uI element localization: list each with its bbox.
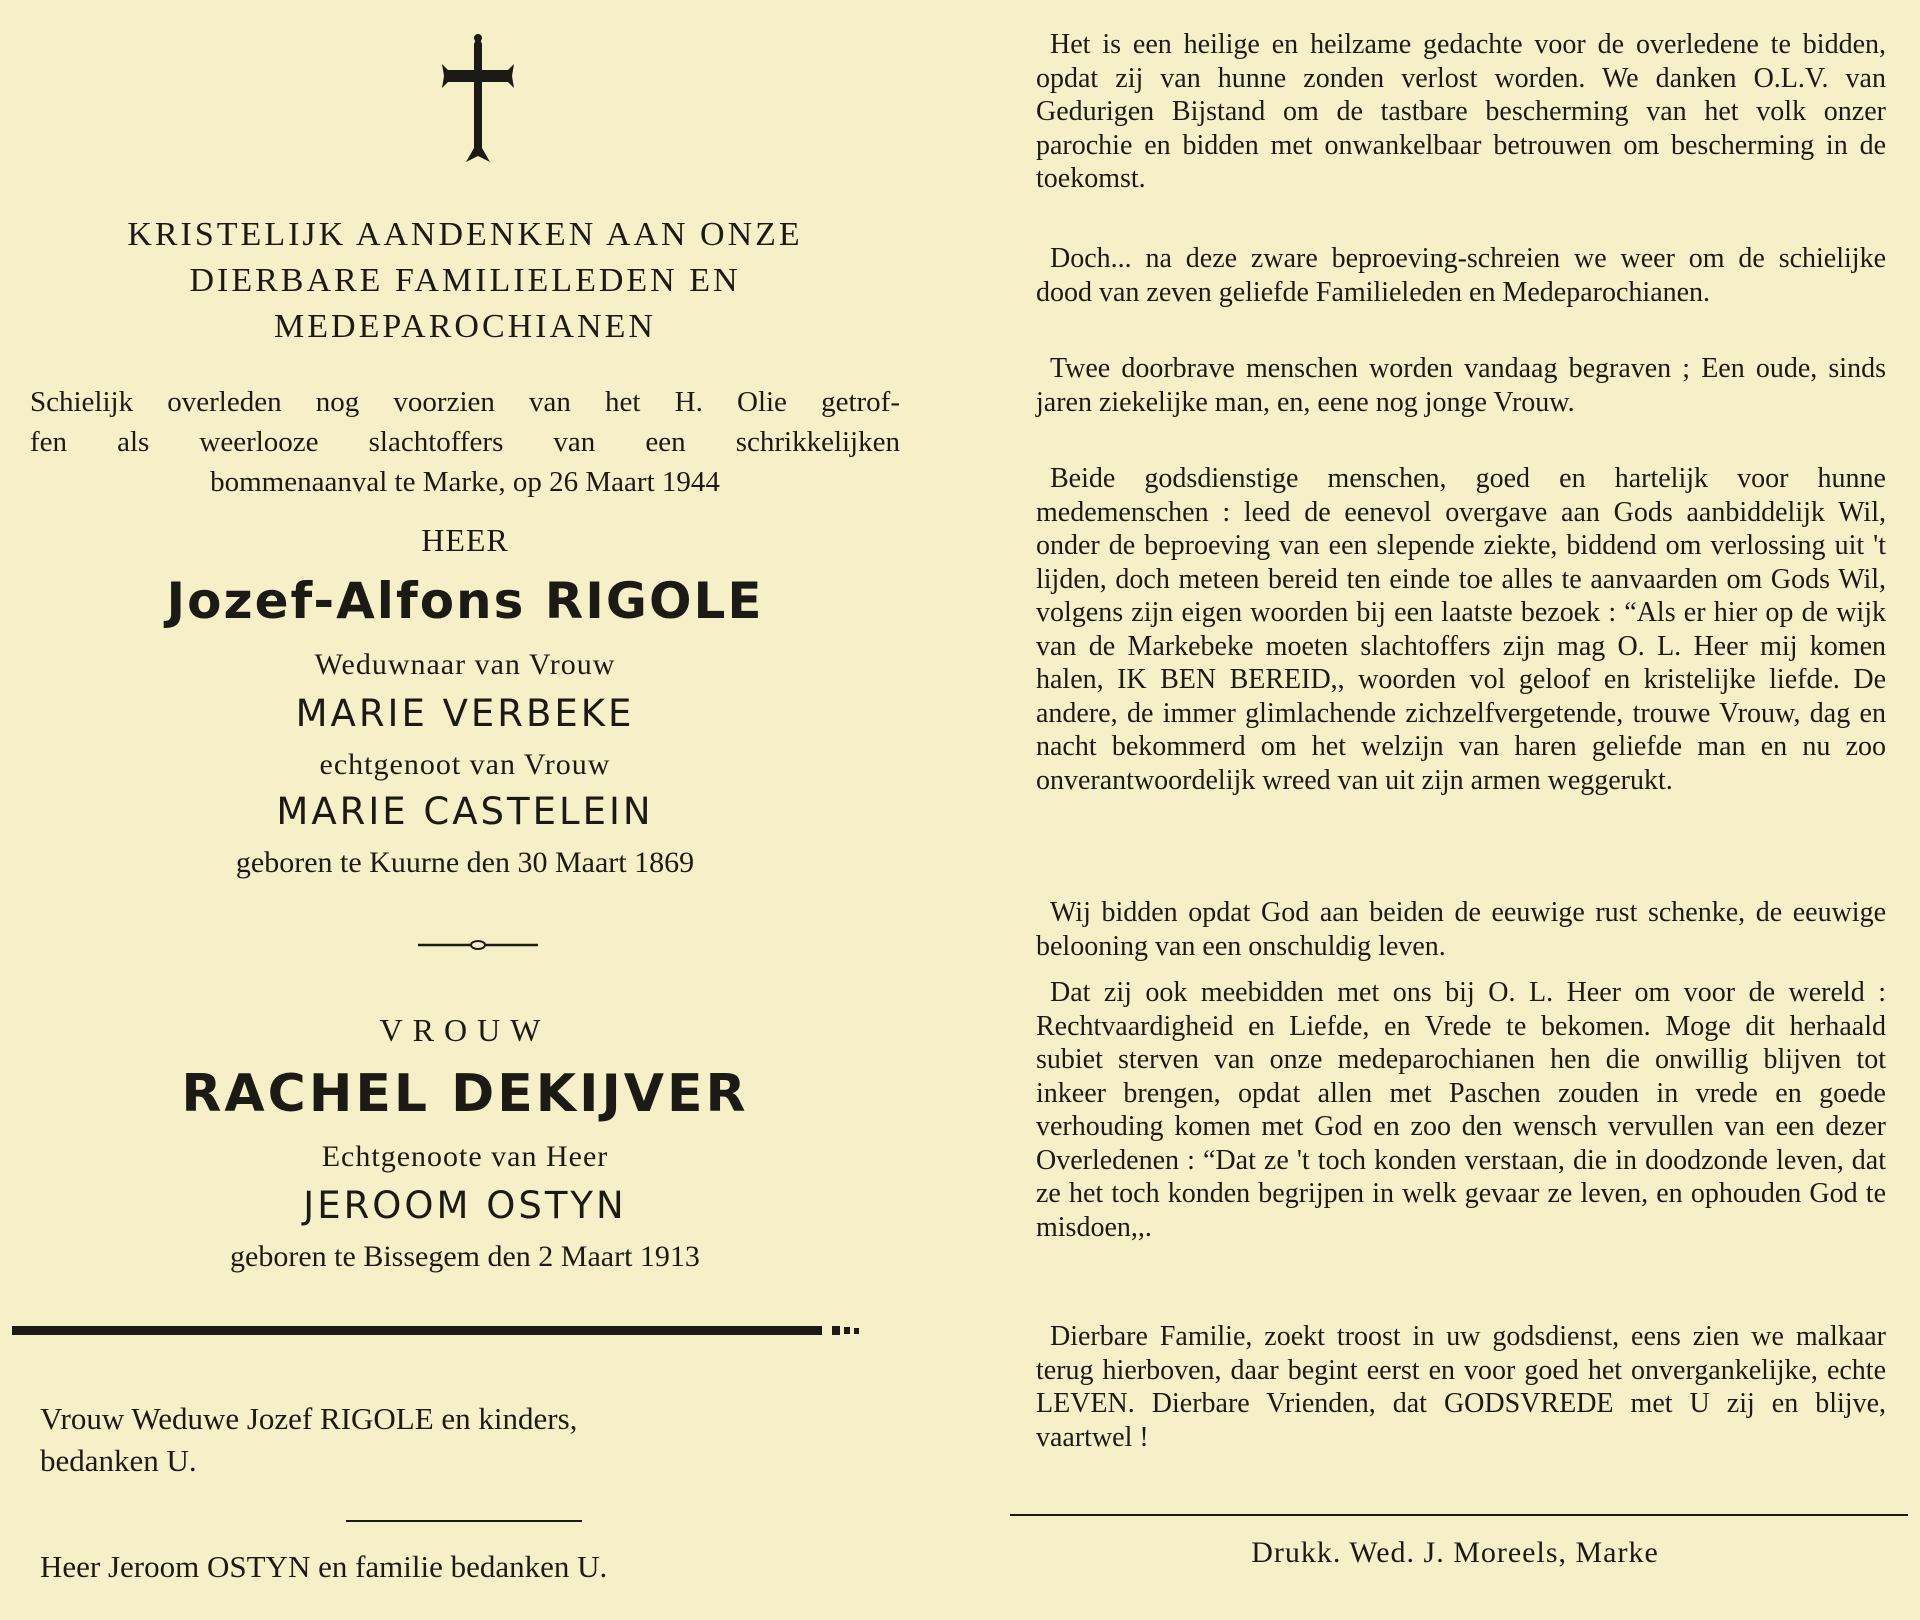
person2-born: geboren te Bissegem den 2 Maart 1913	[230, 1240, 700, 1273]
paragraph-text: Doch... na deze zware beproeving-schreien we weer om de schielijke dood van zeven geliefde Familieleden en Medeparochianen.	[1036, 243, 1886, 308]
prayer-paragraph-6	[1036, 976, 1886, 1244]
paragraph-text: Wij bidden opdat God aan beiden de eeuwige rust schenke, de eeuwige belooning van een onschuldig leven.	[1036, 897, 1886, 962]
thanks-line: Vrouw Weduwe Jozef RIGOLE en kinders,	[40, 1401, 578, 1436]
ornament-divider	[418, 938, 538, 952]
thanks-ostyn-family: Heer Jeroom OSTYN en familie bedanken U.	[40, 1549, 608, 1584]
printer-credit: Drukk. Wed. J. Moreels, Marke	[1251, 1536, 1659, 1569]
prayer-paragraph-7	[1036, 1320, 1886, 1454]
prayer-paragraph-2	[1036, 242, 1886, 309]
thanks-rigole-family	[40, 1398, 820, 1482]
prayer-paragraph-5	[1036, 896, 1886, 963]
thick-divider-end	[832, 1326, 862, 1335]
paragraph-text: Dat zij ook meebidden met ons bij O. L. Heer om voor de wereld : Rechtvaardigheid en Liefde, en Vrede te bekomen. Moge dit herhaald subiet sterven van onze medeparochianen hen die onwillig blijven tot inkeer brengen, opdat allen met Paschen zouden in vrede en goede verhouding komen met God en zoo den wensch vervullen van een dezer Overledenen : “Dat ze 't toch konden verstaan, die in doodzonde leven, dat ze het toch konden begrijpen in welk gevaar ze leven, en ophouden God te misdoen,,.	[1036, 977, 1886, 1243]
intro-line: bommenaanval te Marke, op 26 Maart 1944	[210, 466, 720, 498]
heading-line: MEDEPAROCHIANEN	[274, 308, 656, 345]
person2-name: RACHEL DEKIJVER	[181, 1064, 749, 1124]
person1-spouse1: MARIE VERBEKE	[295, 692, 635, 735]
thin-divider	[346, 1520, 582, 1522]
person1-name: Jozef-Alfons RIGOLE	[166, 572, 764, 630]
paragraph-text: Beide godsdienstige menschen, goed en hartelijk voor hunne medemenschen : leed de eenevol overgave aan Gods aanbiddelijk Wil, onder de beproeving van een slepende ziekte, biddend om verlossing uit 't lijden, doch meteen bereid ten einde toe alles te aanvaarden om Gods Wil, volgens zijn eigen woorden bij een laatste bezoek : “Als er hier op de wijk van de Markebeke moeten slachtoffers zijn mag O. L. Heer mij komen halen, IK BEN BEREID,, woorden vol geloof en kristelijke liefde. De andere, de immer glimlachende zichzelfvergetende, trouwe Vrouw, dag en nacht bekommerd om het welzijn van haren geliefde man en nu zoo onverantwoordelijk wreed van uit zijn armen weggerukt.	[1036, 463, 1886, 796]
paragraph-text: Dierbare Familie, zoekt troost in uw godsdienst, eens zien we malkaar terug hierboven, daar begint eerst en voor goed het onvergankelijke, echte LEVEN. Dierbare Vrienden, dat GODSVREDE met U zij en blijve, vaartwel !	[1036, 1321, 1886, 1453]
prayer-paragraph-1	[1036, 28, 1886, 196]
death-circumstances	[20, 382, 910, 502]
thin-divider	[1010, 1514, 1908, 1516]
memorial-heading	[20, 212, 910, 350]
person2-title: VROUW	[379, 1012, 551, 1048]
heading-line: DIERBARE FAMILIELEDEN EN	[189, 262, 741, 299]
intro-line: fen als weerlooze slachtoffers van een schrikkelijken	[30, 426, 900, 458]
intro-line: Schielijk overleden nog voorzien van het H. Olie getrof-	[30, 386, 900, 418]
heading-line: KRISTELIJK AANDENKEN AAN ONZE	[127, 216, 803, 253]
person1-relation2: echtgenoot van Vrouw	[319, 748, 611, 781]
thanks-line: bedanken U.	[40, 1443, 197, 1478]
paragraph-text: Het is een heilige en heilzame gedachte voor de overledene te bidden, opdat zij van hunne zonden verlost worden. We danken O.L.V. van Gedurigen Bijstand om de tastbare bescherming van het volk onzer parochie en bidden met onwankelbaar betrouwen om bescherming in de toekomst.	[1036, 29, 1886, 194]
cross-icon	[438, 30, 518, 170]
thick-divider	[12, 1326, 822, 1335]
prayer-paragraph-4	[1036, 462, 1886, 797]
paragraph-text: Twee doorbrave menschen worden vandaag begraven ; Een oude, sinds jaren ziekelijke man, en, eene nog jonge Vrouw.	[1036, 353, 1886, 418]
person1-born: geboren te Kuurne den 30 Maart 1869	[235, 846, 695, 879]
prayer-paragraph-3	[1036, 352, 1886, 419]
person1-spouse2: MARIE CASTELEIN	[276, 790, 654, 833]
person1-title: HEER	[421, 522, 509, 558]
right-panel	[1010, 20, 1900, 1600]
person2-relation: Echtgenoote van Heer	[321, 1140, 609, 1173]
left-panel	[20, 20, 910, 1600]
person2-spouse: JEROOM OSTYN	[303, 1184, 627, 1227]
person1-relation1: Weduwnaar van Vrouw	[314, 648, 616, 681]
